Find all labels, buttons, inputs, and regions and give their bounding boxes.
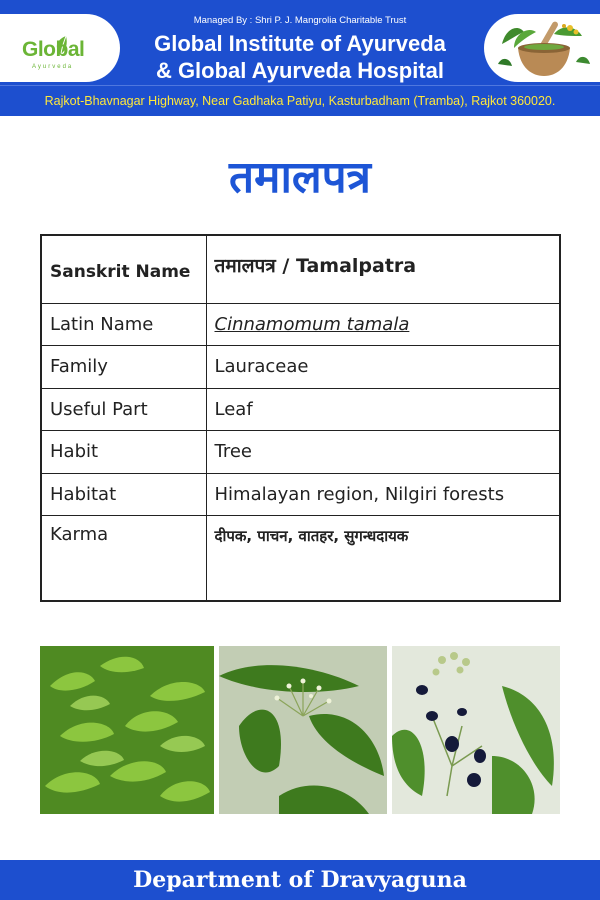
logo-wordmark: Global [22, 38, 85, 61]
header-banner [0, 0, 600, 85]
tamalpatra-flowers-photo [219, 646, 387, 814]
institute-title-line1: Global Institute of Ayurveda [154, 31, 446, 56]
row-value [206, 303, 560, 346]
row-key: Useful Part [41, 388, 206, 431]
mortar-and-herbs-icon [484, 14, 600, 82]
row-value: दीपक, पाचन, वातहर, सुगन्धदायक [206, 516, 560, 601]
footer-bar [0, 860, 600, 900]
tamalpatra-leaves-photo [40, 646, 214, 814]
latin-name-link[interactable]: Cinnamomum tamala [214, 313, 410, 335]
row-value: Tree [206, 431, 560, 474]
global-ayurveda-logo [0, 14, 120, 82]
row-value: तमालपत्र / Tamalpatra [206, 235, 560, 303]
page-title: तमालपत्र [229, 152, 371, 203]
managed-by-text: Managed By : Shri P. J. Mangrolia Charitable Trust [193, 15, 407, 26]
mortar-herbs-illustration [484, 14, 600, 82]
row-value: Leaf [206, 388, 560, 431]
table-row-family [41, 346, 560, 389]
table-row-sanskrit-name [41, 235, 560, 303]
row-key: Karma [41, 516, 206, 601]
plant-info-table [40, 234, 561, 602]
row-key: Latin Name [41, 303, 206, 346]
row-key: Sanskrit Name [41, 235, 206, 303]
row-value: Himalayan region, Nilgiri forests [206, 473, 560, 516]
table-row-useful-part [41, 388, 560, 431]
table-row-latin-name [41, 303, 560, 346]
department-name: Department of Dravyaguna [133, 867, 467, 893]
row-value: Lauraceae [206, 346, 560, 389]
institute-title-line2: & Global Ayurveda Hospital [155, 58, 445, 83]
row-key: Family [41, 346, 206, 389]
row-key: Habitat [41, 473, 206, 516]
logo-subtext: Ayurveda [32, 64, 74, 70]
table-row-habitat [41, 473, 560, 516]
table-row-karma [41, 516, 560, 601]
table-row-habit [41, 431, 560, 474]
address-bar [0, 85, 600, 116]
address-text: Rajkot-Bhavnagar Highway, Near Gadhaka Patiyu, Kasturbadham (Tramba), Rajkot 360020. [44, 94, 556, 108]
row-key: Habit [41, 431, 206, 474]
tamalpatra-berries-photo [392, 646, 560, 814]
